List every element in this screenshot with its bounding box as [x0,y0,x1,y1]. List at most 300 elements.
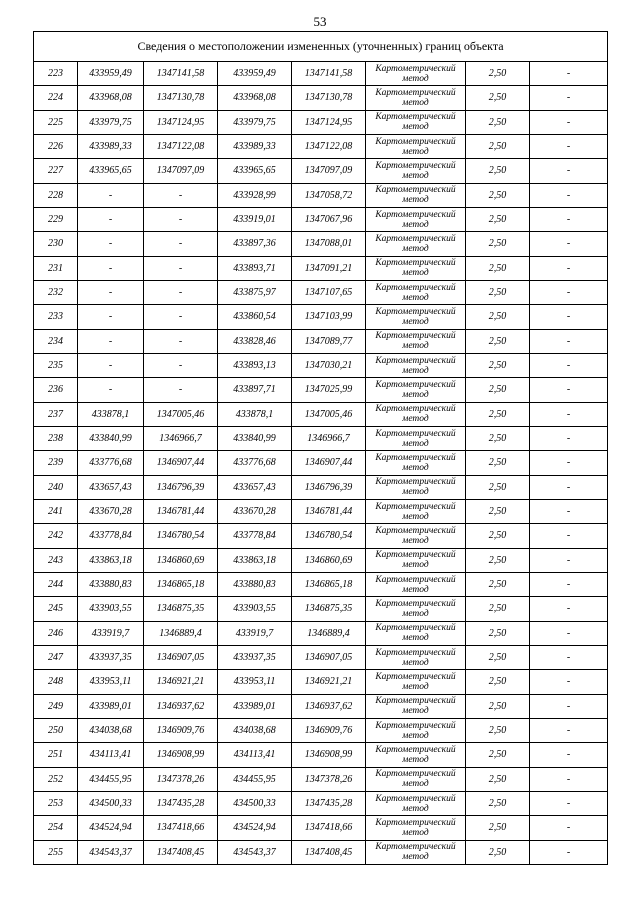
updated-y-cell: 1346780,54 [292,524,366,548]
updated-y-cell: 1347124,95 [292,110,366,134]
method-cell: Картометрический метод [366,548,466,572]
existing-x-cell: 433863,18 [78,548,144,572]
method-cell: Картометрический метод [366,110,466,134]
updated-y-cell: 1347097,09 [292,159,366,183]
note-cell: - [530,378,608,402]
table-row [34,743,608,767]
accuracy-cell: 2,50 [466,329,530,353]
table-row [34,62,608,86]
existing-y-cell: 1346781,44 [144,499,218,523]
updated-y-cell: 1347408,45 [292,840,366,864]
existing-y-cell: 1347435,28 [144,791,218,815]
existing-y-cell: 1347408,45 [144,840,218,864]
updated-y-cell: 1347435,28 [292,791,366,815]
updated-x-cell: 433776,68 [218,451,292,475]
boundary-coordinates-table [33,31,608,865]
point-number-cell: 230 [34,232,78,256]
existing-y-cell: 1347378,26 [144,767,218,791]
method-cell: Картометрический метод [366,840,466,864]
note-cell: - [530,110,608,134]
table-row [34,621,608,645]
updated-y-cell: 1347103,99 [292,305,366,329]
point-number-cell: 241 [34,499,78,523]
method-cell: Картометрический метод [366,305,466,329]
updated-y-cell: 1346907,05 [292,645,366,669]
updated-x-cell: 433919,01 [218,207,292,231]
existing-x-cell: 433778,84 [78,524,144,548]
method-cell: Картометрический метод [366,232,466,256]
updated-x-cell: 433863,18 [218,548,292,572]
method-cell: Картометрический метод [366,645,466,669]
point-number-cell: 238 [34,426,78,450]
point-number-cell: 247 [34,645,78,669]
point-number-cell: 233 [34,305,78,329]
note-cell: - [530,718,608,742]
point-number-cell: 253 [34,791,78,815]
note-cell: - [530,475,608,499]
accuracy-cell: 2,50 [466,378,530,402]
note-cell: - [530,207,608,231]
updated-x-cell: 433965,65 [218,159,292,183]
point-number-cell: 225 [34,110,78,134]
updated-y-cell: 1347378,26 [292,767,366,791]
point-number-cell: 249 [34,694,78,718]
existing-x-cell: 433953,11 [78,670,144,694]
existing-y-cell: - [144,183,218,207]
existing-y-cell: - [144,280,218,304]
table-row [34,718,608,742]
existing-y-cell: - [144,232,218,256]
existing-x-cell: 433989,01 [78,694,144,718]
point-number-cell: 248 [34,670,78,694]
table-row [34,572,608,596]
point-number-cell: 251 [34,743,78,767]
accuracy-cell: 2,50 [466,451,530,475]
accuracy-cell: 2,50 [466,62,530,86]
method-cell: Картометрический метод [366,353,466,377]
updated-y-cell: 1346909,76 [292,718,366,742]
existing-x-cell: 433965,65 [78,159,144,183]
updated-x-cell: 433989,01 [218,694,292,718]
existing-y-cell: 1346889,4 [144,621,218,645]
method-cell: Картометрический метод [366,183,466,207]
table-row [34,645,608,669]
existing-x-cell: - [78,305,144,329]
updated-x-cell: 433778,84 [218,524,292,548]
accuracy-cell: 2,50 [466,499,530,523]
accuracy-cell: 2,50 [466,670,530,694]
updated-x-cell: 434543,37 [218,840,292,864]
updated-y-cell: 1346865,18 [292,572,366,596]
note-cell: - [530,62,608,86]
existing-x-cell: - [78,207,144,231]
method-cell: Картометрический метод [366,694,466,718]
updated-y-cell: 1347122,08 [292,134,366,158]
point-number-cell: 245 [34,597,78,621]
updated-x-cell: 433968,08 [218,86,292,110]
updated-x-cell: 433928,99 [218,183,292,207]
note-cell: - [530,670,608,694]
point-number-cell: 223 [34,62,78,86]
table-row [34,816,608,840]
table-row [34,207,608,231]
accuracy-cell: 2,50 [466,718,530,742]
existing-y-cell: 1346875,35 [144,597,218,621]
existing-y-cell: 1346860,69 [144,548,218,572]
note-cell: - [530,694,608,718]
method-cell: Картометрический метод [366,402,466,426]
note-cell: - [530,183,608,207]
method-cell: Картометрический метод [366,572,466,596]
existing-x-cell: 433937,35 [78,645,144,669]
note-cell: - [530,816,608,840]
updated-x-cell: 433897,36 [218,232,292,256]
table-row [34,499,608,523]
updated-y-cell: 1347030,21 [292,353,366,377]
table-row [34,524,608,548]
updated-y-cell: 1346921,21 [292,670,366,694]
existing-x-cell: - [78,378,144,402]
existing-y-cell: 1346907,05 [144,645,218,669]
accuracy-cell: 2,50 [466,743,530,767]
updated-x-cell: 433989,33 [218,134,292,158]
method-cell: Картометрический метод [366,475,466,499]
updated-x-cell: 433878,1 [218,402,292,426]
existing-y-cell: - [144,353,218,377]
updated-y-cell: 1346796,39 [292,475,366,499]
table-title: Сведения о местоположении измененных (уточненных) границ объекта [34,32,608,62]
method-cell: Картометрический метод [366,499,466,523]
updated-x-cell: 433919,7 [218,621,292,645]
method-cell: Картометрический метод [366,378,466,402]
table-row [34,305,608,329]
accuracy-cell: 2,50 [466,694,530,718]
method-cell: Картометрический метод [366,524,466,548]
note-cell: - [530,232,608,256]
accuracy-cell: 2,50 [466,256,530,280]
existing-x-cell: 434524,94 [78,816,144,840]
existing-x-cell: 433880,83 [78,572,144,596]
updated-x-cell: 433893,13 [218,353,292,377]
updated-y-cell: 1346907,44 [292,451,366,475]
existing-x-cell: - [78,232,144,256]
method-cell: Картометрический метод [366,597,466,621]
accuracy-cell: 2,50 [466,572,530,596]
accuracy-cell: 2,50 [466,110,530,134]
updated-x-cell: 434524,94 [218,816,292,840]
note-cell: - [530,548,608,572]
updated-y-cell: 1347107,65 [292,280,366,304]
table-row [34,694,608,718]
accuracy-cell: 2,50 [466,548,530,572]
updated-y-cell: 1347141,58 [292,62,366,86]
accuracy-cell: 2,50 [466,353,530,377]
point-number-cell: 237 [34,402,78,426]
method-cell: Картометрический метод [366,329,466,353]
method-cell: Картометрический метод [366,280,466,304]
note-cell: - [530,791,608,815]
existing-x-cell: 433776,68 [78,451,144,475]
point-number-cell: 226 [34,134,78,158]
note-cell: - [530,305,608,329]
existing-x-cell: 433979,75 [78,110,144,134]
point-number-cell: 255 [34,840,78,864]
boundary-table-container [33,31,607,865]
updated-x-cell: 433657,43 [218,475,292,499]
method-cell: Картометрический метод [366,256,466,280]
existing-y-cell: - [144,305,218,329]
table-row [34,329,608,353]
table-row [34,597,608,621]
existing-x-cell: 434038,68 [78,718,144,742]
table-row [34,767,608,791]
updated-y-cell: 1346875,35 [292,597,366,621]
method-cell: Картометрический метод [366,621,466,645]
updated-y-cell: 1347089,77 [292,329,366,353]
point-number-cell: 254 [34,816,78,840]
existing-y-cell: 1347122,08 [144,134,218,158]
existing-x-cell: 433878,1 [78,402,144,426]
existing-y-cell: 1346909,76 [144,718,218,742]
point-number-cell: 246 [34,621,78,645]
existing-y-cell: 1346908,99 [144,743,218,767]
accuracy-cell: 2,50 [466,767,530,791]
existing-y-cell: 1347097,09 [144,159,218,183]
table-row [34,548,608,572]
note-cell: - [530,743,608,767]
method-cell: Картометрический метод [366,86,466,110]
updated-x-cell: 433860,54 [218,305,292,329]
point-number-cell: 243 [34,548,78,572]
point-number-cell: 250 [34,718,78,742]
existing-x-cell: 434113,41 [78,743,144,767]
existing-y-cell: 1346966,7 [144,426,218,450]
updated-x-cell: 433897,71 [218,378,292,402]
existing-y-cell: 1347130,78 [144,86,218,110]
table-row [34,159,608,183]
existing-y-cell: - [144,207,218,231]
existing-x-cell: 433919,7 [78,621,144,645]
accuracy-cell: 2,50 [466,86,530,110]
existing-y-cell: - [144,329,218,353]
updated-x-cell: 433828,46 [218,329,292,353]
updated-x-cell: 433670,28 [218,499,292,523]
method-cell: Картометрический метод [366,816,466,840]
accuracy-cell: 2,50 [466,159,530,183]
method-cell: Картометрический метод [366,718,466,742]
point-number-cell: 239 [34,451,78,475]
updated-x-cell: 433875,97 [218,280,292,304]
note-cell: - [530,767,608,791]
existing-x-cell: - [78,329,144,353]
accuracy-cell: 2,50 [466,816,530,840]
note-cell: - [530,621,608,645]
updated-y-cell: 1346908,99 [292,743,366,767]
existing-y-cell: 1346796,39 [144,475,218,499]
point-number-cell: 234 [34,329,78,353]
existing-y-cell: 1346921,21 [144,670,218,694]
updated-y-cell: 1346889,4 [292,621,366,645]
updated-x-cell: 433959,49 [218,62,292,86]
updated-y-cell: 1347418,66 [292,816,366,840]
accuracy-cell: 2,50 [466,597,530,621]
accuracy-cell: 2,50 [466,280,530,304]
updated-x-cell: 434113,41 [218,743,292,767]
existing-y-cell: 1347124,95 [144,110,218,134]
method-cell: Картометрический метод [366,426,466,450]
table-row [34,110,608,134]
table-row [34,451,608,475]
note-cell: - [530,256,608,280]
method-cell: Картометрический метод [366,767,466,791]
point-number-cell: 232 [34,280,78,304]
updated-y-cell: 1346966,7 [292,426,366,450]
existing-y-cell: 1347141,58 [144,62,218,86]
note-cell: - [530,353,608,377]
accuracy-cell: 2,50 [466,426,530,450]
updated-y-cell: 1347091,21 [292,256,366,280]
point-number-cell: 229 [34,207,78,231]
table-row [34,402,608,426]
existing-x-cell: 434543,37 [78,840,144,864]
updated-y-cell: 1347005,46 [292,402,366,426]
note-cell: - [530,86,608,110]
updated-x-cell: 433953,11 [218,670,292,694]
note-cell: - [530,451,608,475]
existing-x-cell: 434500,33 [78,791,144,815]
existing-x-cell: 433903,55 [78,597,144,621]
accuracy-cell: 2,50 [466,207,530,231]
table-row [34,426,608,450]
accuracy-cell: 2,50 [466,183,530,207]
point-number-cell: 235 [34,353,78,377]
existing-y-cell: 1347418,66 [144,816,218,840]
point-number-cell: 224 [34,86,78,110]
updated-y-cell: 1347025,99 [292,378,366,402]
updated-y-cell: 1346860,69 [292,548,366,572]
table-row [34,183,608,207]
accuracy-cell: 2,50 [466,840,530,864]
existing-y-cell: 1346907,44 [144,451,218,475]
updated-x-cell: 433979,75 [218,110,292,134]
updated-x-cell: 433880,83 [218,572,292,596]
table-row [34,86,608,110]
existing-y-cell: - [144,256,218,280]
accuracy-cell: 2,50 [466,791,530,815]
updated-y-cell: 1347058,72 [292,183,366,207]
updated-x-cell: 433893,71 [218,256,292,280]
table-row [34,232,608,256]
table-row [34,256,608,280]
updated-x-cell: 433840,99 [218,426,292,450]
existing-y-cell: 1346780,54 [144,524,218,548]
table-row [34,378,608,402]
point-number-cell: 228 [34,183,78,207]
updated-x-cell: 433903,55 [218,597,292,621]
updated-x-cell: 434455,95 [218,767,292,791]
table-row [34,670,608,694]
note-cell: - [530,134,608,158]
table-row [34,280,608,304]
accuracy-cell: 2,50 [466,621,530,645]
point-number-cell: 227 [34,159,78,183]
existing-y-cell: - [144,378,218,402]
accuracy-cell: 2,50 [466,134,530,158]
method-cell: Картометрический метод [366,62,466,86]
updated-y-cell: 1347088,01 [292,232,366,256]
point-number-cell: 242 [34,524,78,548]
table-row [34,353,608,377]
page-number: 53 [313,14,327,29]
accuracy-cell: 2,50 [466,524,530,548]
existing-x-cell: 433670,28 [78,499,144,523]
note-cell: - [530,597,608,621]
accuracy-cell: 2,50 [466,475,530,499]
table-body [34,62,608,865]
method-cell: Картометрический метод [366,159,466,183]
updated-x-cell: 433937,35 [218,645,292,669]
existing-x-cell: 433657,43 [78,475,144,499]
accuracy-cell: 2,50 [466,402,530,426]
table-row [34,475,608,499]
note-cell: - [530,402,608,426]
method-cell: Картометрический метод [366,134,466,158]
existing-x-cell: - [78,256,144,280]
accuracy-cell: 2,50 [466,645,530,669]
note-cell: - [530,329,608,353]
updated-x-cell: 434500,33 [218,791,292,815]
table-row [34,840,608,864]
existing-x-cell: - [78,353,144,377]
note-cell: - [530,499,608,523]
accuracy-cell: 2,50 [466,232,530,256]
note-cell: - [530,840,608,864]
existing-x-cell: - [78,183,144,207]
updated-y-cell: 1347130,78 [292,86,366,110]
method-cell: Картометрический метод [366,791,466,815]
updated-y-cell: 1346781,44 [292,499,366,523]
existing-x-cell: 433840,99 [78,426,144,450]
existing-x-cell: 433959,49 [78,62,144,86]
existing-x-cell: - [78,280,144,304]
note-cell: - [530,426,608,450]
existing-x-cell: 433989,33 [78,134,144,158]
note-cell: - [530,159,608,183]
point-number-cell: 240 [34,475,78,499]
method-cell: Картометрический метод [366,670,466,694]
existing-x-cell: 434455,95 [78,767,144,791]
note-cell: - [530,572,608,596]
existing-y-cell: 1346865,18 [144,572,218,596]
table-row [34,134,608,158]
updated-y-cell: 1346937,62 [292,694,366,718]
table-row [34,791,608,815]
accuracy-cell: 2,50 [466,305,530,329]
existing-x-cell: 433968,08 [78,86,144,110]
point-number-cell: 244 [34,572,78,596]
method-cell: Картометрический метод [366,743,466,767]
method-cell: Картометрический метод [366,451,466,475]
note-cell: - [530,645,608,669]
note-cell: - [530,524,608,548]
point-number-cell: 236 [34,378,78,402]
method-cell: Картометрический метод [366,207,466,231]
existing-y-cell: 1346937,62 [144,694,218,718]
existing-y-cell: 1347005,46 [144,402,218,426]
point-number-cell: 252 [34,767,78,791]
updated-x-cell: 434038,68 [218,718,292,742]
point-number-cell: 231 [34,256,78,280]
